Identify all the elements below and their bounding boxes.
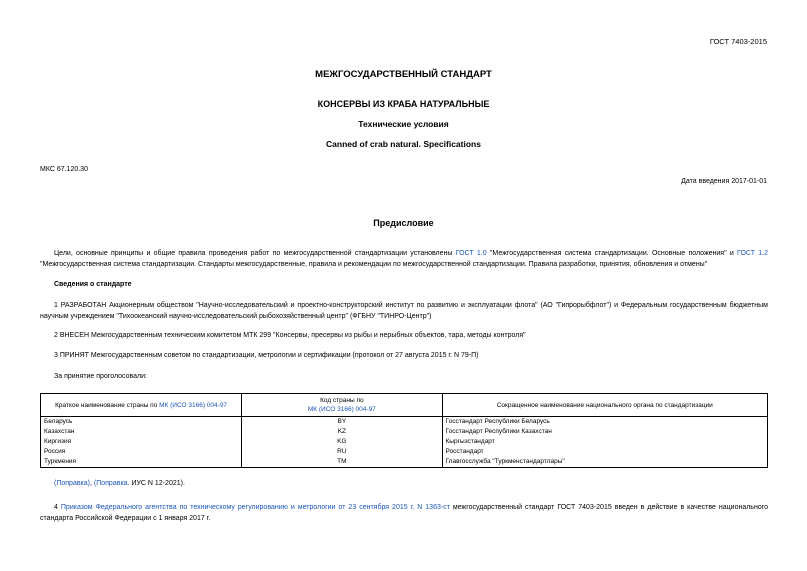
item-introduced: 2 ВНЕСЕН Межгосударственным техническим комитетом МТК 299 "Консервы, пресервы из рыбы и нерыбных объектов, тара, методы контроля" xyxy=(54,332,526,339)
cell-body: Госстандарт Республики Беларусь xyxy=(442,417,767,428)
mks-code: МКС 67.120.30 xyxy=(40,166,88,173)
cell-country: Казахстан xyxy=(41,427,242,437)
cell-body: Главгосслужба "Туркменстандартлары" xyxy=(442,457,767,468)
table-header-row xyxy=(41,394,768,417)
cell-code: RU xyxy=(242,447,442,457)
amendment-link-1[interactable]: (Поправка) xyxy=(54,480,90,487)
cell-country: Туркмения xyxy=(41,457,242,468)
header-country-code xyxy=(242,394,442,417)
amendment-separator: , xyxy=(90,480,94,487)
gost-1-0-link[interactable]: ГОСТ 1.0 xyxy=(455,250,487,257)
gost-1-2-link[interactable]: ГОСТ 1.2 xyxy=(737,250,768,257)
table-row xyxy=(41,457,768,468)
cell-body: Росстандарт xyxy=(442,447,767,457)
cell-body: Кыргызстандарт xyxy=(442,437,767,447)
item-developed: 1 РАЗРАБОТАН Акционерным обществом "Научно-исследовательский и проектно-конструкторский институт по развитию и эксплуатации флота" (АО "Гипрорыбфлот") и Федеральным государственным бюджетным научным учреждением "Тихоокеанский научно-исследовательский рыбохозяйственный центр" (ФГБНУ "ТИНРО-Центр") xyxy=(40,302,768,320)
cell-code: KZ xyxy=(242,427,442,437)
header-country-name xyxy=(41,394,242,417)
cell-body: Госстандарт Республики Казахстан xyxy=(442,427,767,437)
table-row xyxy=(41,427,768,437)
foreword-paragraph xyxy=(40,248,768,270)
countries-table xyxy=(40,393,768,468)
foreword-text-2: "Межгосударственная система стандартизации. Основные положения" и xyxy=(486,250,738,257)
table-row xyxy=(41,437,768,447)
order-link[interactable]: Приказом Федерального агентства по техническому регулированию и метрологии от 23 сентября 2015 г. N 1363-ст xyxy=(60,504,450,511)
amendment-link-2[interactable]: (Поправка xyxy=(93,480,128,487)
item4-rest: межгосударственный стандарт ГОСТ 7403-2015 введен в действие в качестве национального стандарта Российской Федерации с 1 января 2017 г. xyxy=(40,504,769,522)
document-subtitle: Технические условия xyxy=(358,119,449,129)
about-standard-heading: Сведения о стандарте xyxy=(54,281,132,288)
cell-code: BY xyxy=(242,417,442,428)
header-national-body: Сокращенное наименование национального органа по стандартизации xyxy=(442,394,767,417)
voted-label: За принятие проголосовали: xyxy=(54,373,147,380)
introduction-date: Дата введения 2017-01-01 xyxy=(681,178,767,185)
mk-iso-link-code[interactable]: МК (ИСО 3166) 004-97 xyxy=(307,406,376,413)
item-adopted: 3 ПРИНЯТ Межгосударственным советом по стандартизации, метрологии и сертификации (протокол от 27 августа 2015 г. N 79-П) xyxy=(54,352,479,359)
document-title-english: Canned of crab natural. Specifications xyxy=(326,139,481,149)
cell-country: Россия xyxy=(41,447,242,457)
cell-code: KG xyxy=(242,437,442,447)
amendment-rest: . ИУС N 12-2021). xyxy=(127,480,185,487)
table-row xyxy=(41,417,768,428)
cell-code: TM xyxy=(242,457,442,468)
table-row xyxy=(41,447,768,457)
header-code-text: Код страны по xyxy=(320,397,364,404)
standard-type-heading: МЕЖГОСУДАРСТВЕННЫЙ СТАНДАРТ xyxy=(315,69,492,80)
cell-country: Беларусь xyxy=(41,417,242,428)
cell-country: Киргизия xyxy=(41,437,242,447)
header-country-text: Краткое наименование страны по xyxy=(55,401,160,409)
item-enacted xyxy=(40,502,768,524)
foreword-text-3: "Межгосударственная система стандартизации. Стандарты межгосударственные, правила и рекомендации по межгосударственной стандартизации. Правила разработки, принятия, обновления и отмены" xyxy=(40,261,708,268)
item4-number: 4 xyxy=(54,504,61,511)
amendments-line xyxy=(54,480,185,487)
document-code: ГОСТ 7403-2015 xyxy=(709,37,767,46)
foreword-text-1: Цели, основные принципы и общие правила проведения работ по межгосударственной стандартизации установлены xyxy=(54,250,456,257)
foreword-heading: Предисловие xyxy=(373,218,434,228)
document-title: КОНСЕРВЫ ИЗ КРАБА НАТУРАЛЬНЫЕ xyxy=(317,99,490,109)
mk-iso-link[interactable]: МК (ИСО 3166) 004-97 xyxy=(159,401,228,409)
